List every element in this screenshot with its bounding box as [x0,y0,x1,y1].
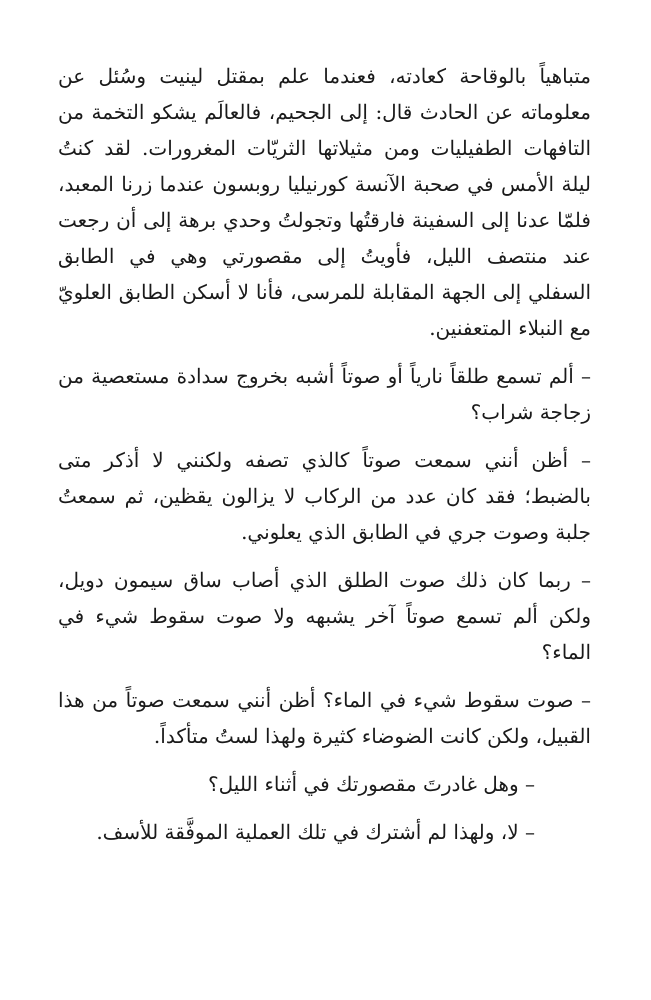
dialogue-paragraph-4: – صوت سقوط شيء في الماء؟ أظن أنني سمعت صوتاً من هذا القبيل، ولكن كانت الضوضاء كثيرة ولهذا لستُ متأكداً. [58,688,591,748]
dialogue-paragraph-6: – لا، ولهذا لم أشترك في تلك العملية الموفَّقة للأسف. [96,820,535,844]
dialogue-paragraph-1: – ألم تسمع طلقاً نارياً أو صوتاً أشبه بخروج سدادة مستعصية من زجاجة شراب؟ [58,364,591,424]
dialogue-paragraph-5: – وهل غادرتَ مقصورتك في أثناء الليل؟ [208,772,535,796]
dialogue-paragraph-3: – ربما كان ذلك صوت الطلق الذي أصاب ساق سيمون دويل، ولكن ألم تسمع صوتاً آخر يشبهه ولا صوت سقوط شيء في الماء؟ [58,568,591,664]
narrative-paragraph: متباهياً بالوقاحة كعادته، فعندما علم بمقتل لينيت وسُئل عن معلوماته عن الحادث قال: إلى الجحيم، فالعالَم يشكو التخمة من التافهات الطفيليات ومن مثيلاتها الثريّات المغرورات. لقد كنتُ ليلة الأمس في صحبة الآنسة كورنيليا روبسون عندما زرنا المعبد، فلمّا عدنا إلى السفينة فارقتُها وتجولتُ وحدي برهة إلى أن رجعت عند منتصف الليل، فأويتُ إلى مقصورتي وهي في الطابق السفلي إلى الجهة المقابلة للمرسى، فأنا لا أسكن الطابق العلويّ مع النبلاء المتعفنين. [58,64,591,340]
dialogue-paragraph-2: – أظن أنني سمعت صوتاً كالذي تصفه ولكنني لا أذكر متى بالضبط؛ فقد كان عدد من الركاب لا يزالون يقظين، ثم سمعتُ جلبة وصوت جري في الطابق الذي يعلوني. [58,448,591,544]
